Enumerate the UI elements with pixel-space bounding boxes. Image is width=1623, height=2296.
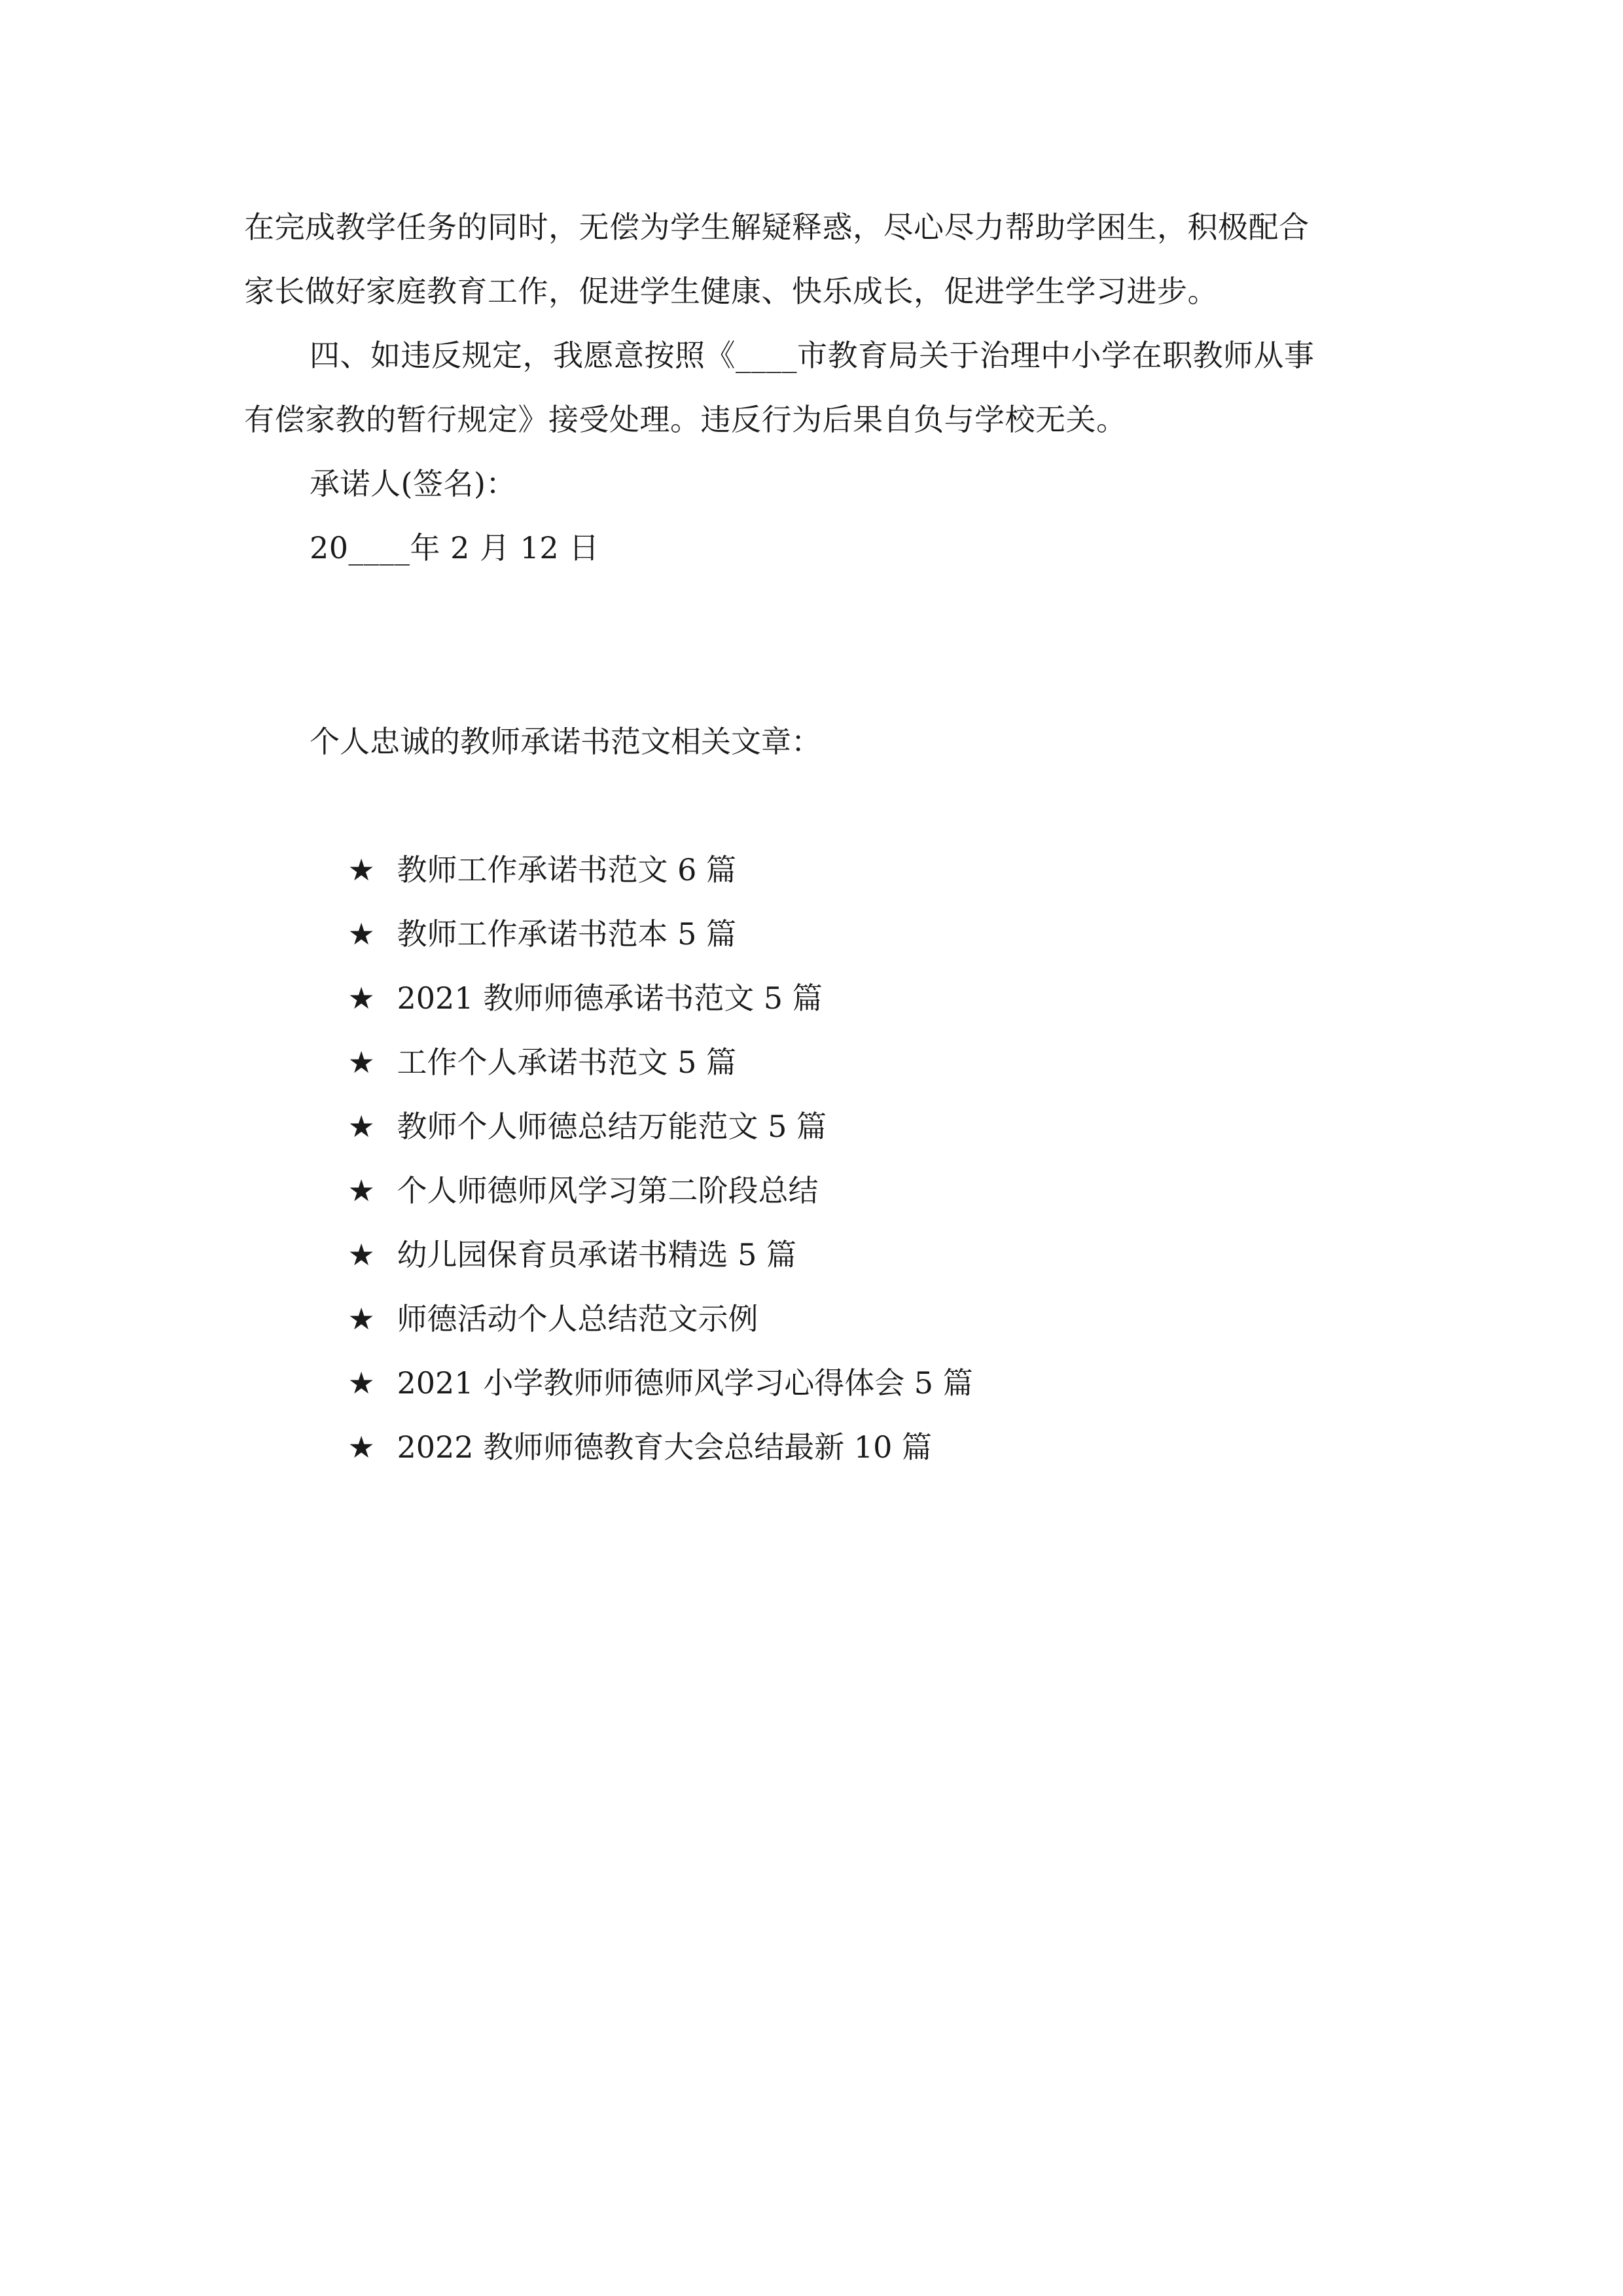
paragraph-line: 有偿家教的暂行规定》接受处理。违反行为后果自负与学校无关。 (244, 402, 1127, 437)
star-icon: ★ (348, 1237, 375, 1272)
related-article-title: 师德活动个人总结范文示例 (397, 1301, 758, 1336)
related-article-title: 个人师德师风学习第二阶段总结 (397, 1173, 819, 1208)
star-icon: ★ (348, 1429, 375, 1465)
signature-label: 承诺人(签名)： (310, 466, 516, 501)
paragraph-line: 在完成教学任务的同时，无偿为学生解疑释惑，尽心尽力帮助学困生，积极配合 (244, 209, 1310, 245)
related-articles-heading: 个人忠诚的教师承诺书范文相关文章： (310, 724, 821, 759)
paragraph-line: 四、如违反规定，我愿意按照《____市教育局关于治理中小学在职教师从事 (310, 338, 1315, 373)
related-article-title: 教师个人师德总结万能范文 5 篇 (397, 1109, 827, 1144)
star-icon: ★ (348, 1365, 375, 1401)
related-article-title: 工作个人承诺书范文 5 篇 (397, 1045, 737, 1080)
star-icon: ★ (348, 916, 375, 952)
date-line: 20____年 2 月 12 日 (310, 530, 599, 565)
related-article-title: 2022 教师师德教育大会总结最新 10 篇 (397, 1429, 932, 1465)
star-icon: ★ (348, 1173, 375, 1208)
star-icon: ★ (348, 1045, 375, 1080)
star-icon: ★ (348, 852, 375, 888)
related-article-title: 教师工作承诺书范本 5 篇 (397, 916, 737, 952)
star-icon: ★ (348, 1109, 375, 1144)
related-article-title: 幼儿园保育员承诺书精选 5 篇 (397, 1237, 797, 1272)
related-article-link[interactable] (310, 1351, 932, 1543)
paragraph-line: 家长做好家庭教育工作，促进学生健康、快乐成长，促进学生学习进步。 (244, 274, 1218, 309)
related-article-title: 2021 教师师德承诺书范文 5 篇 (397, 980, 823, 1016)
star-icon: ★ (348, 1301, 375, 1336)
related-article-title: 教师工作承诺书范文 6 篇 (397, 852, 737, 888)
star-icon: ★ (348, 980, 375, 1016)
related-article-title: 2021 小学教师师德师风学习心得体会 5 篇 (397, 1365, 973, 1401)
